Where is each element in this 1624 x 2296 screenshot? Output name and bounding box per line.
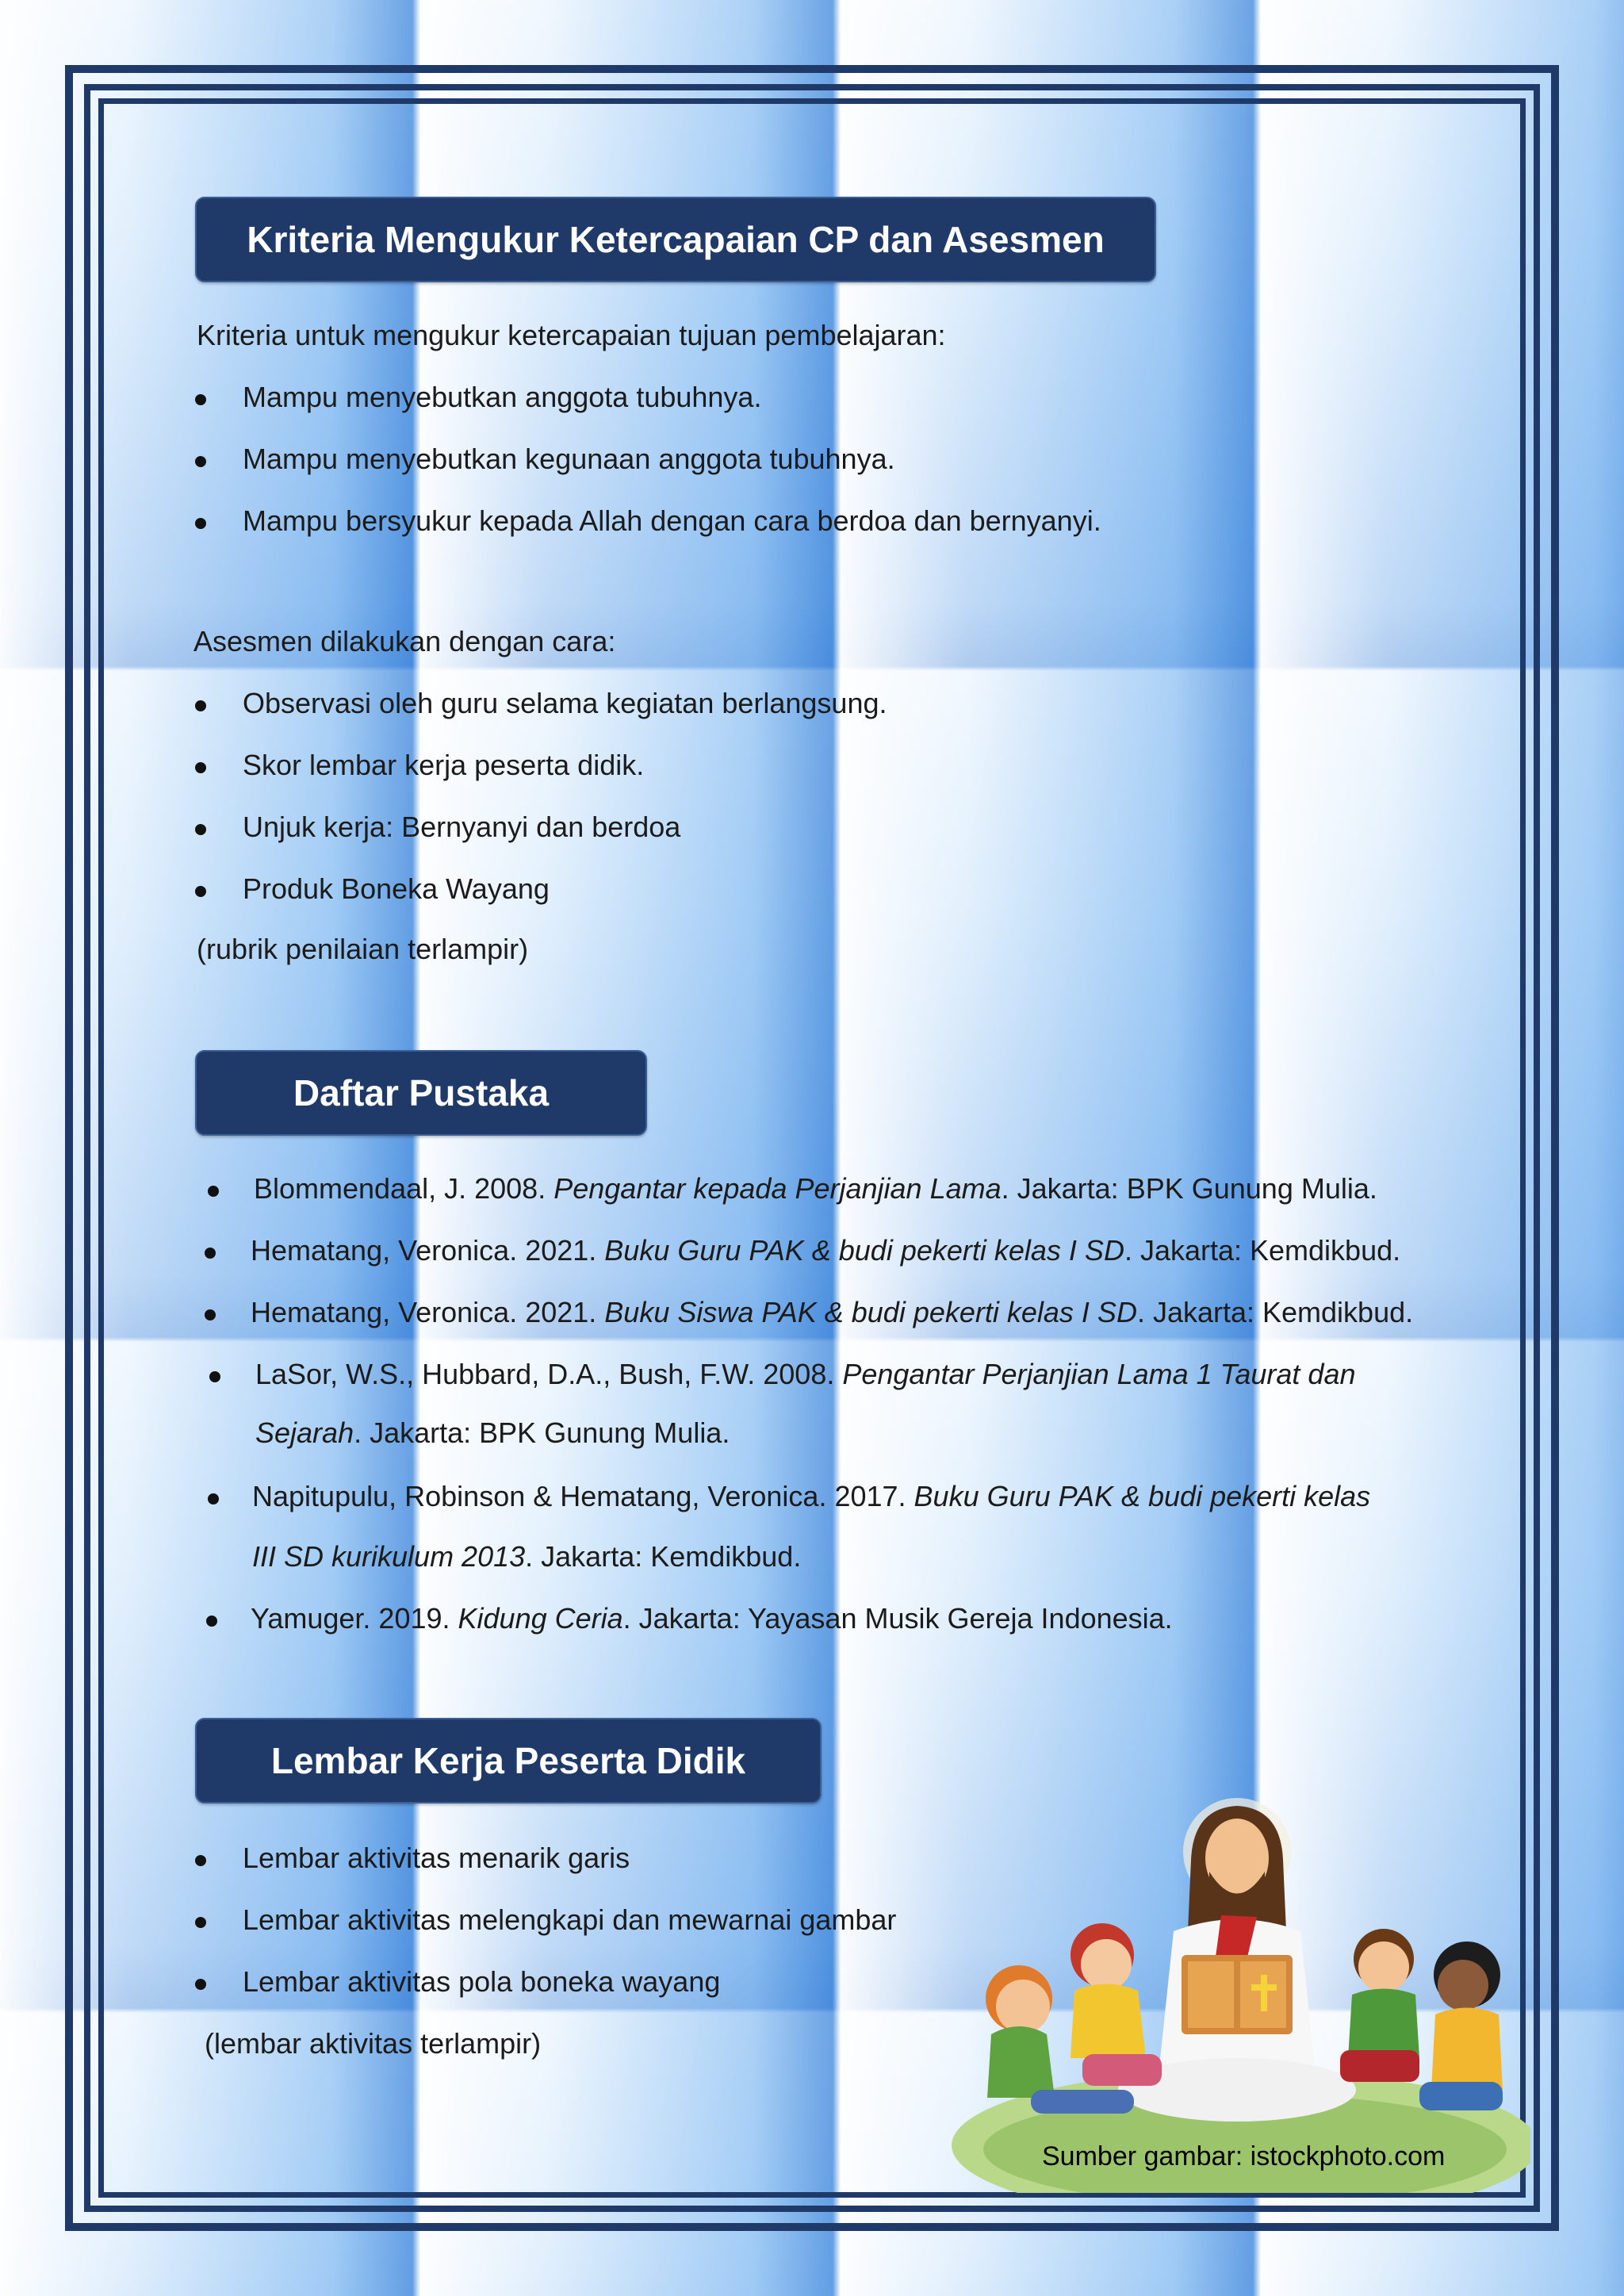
reference-item: Napitupulu, Robinson & Hematang, Veronica. 2017. Buku Guru PAK & budi pekerti kelas bbox=[252, 1480, 1371, 1512]
heading-lkpd: Lembar Kerja Peserta Didik bbox=[195, 1718, 822, 1803]
assessment-item: Produk Boneka Wayang bbox=[243, 872, 550, 905]
criteria-item: Mampu menyebutkan kegunaan anggota tubuhnya. bbox=[243, 443, 895, 475]
worksheet-note: (lembar aktivitas terlampir) bbox=[205, 2027, 542, 2060]
bullet bbox=[205, 1248, 216, 1259]
bullet bbox=[208, 1186, 219, 1197]
jesus-with-children-illustration bbox=[944, 1796, 1530, 2193]
bullet bbox=[195, 886, 206, 897]
bullet bbox=[195, 700, 206, 711]
bullet bbox=[195, 518, 206, 529]
bullet bbox=[195, 456, 206, 467]
reference-item: LaSor, W.S., Hubbard, D.A., Bush, F.W. 2008. Pengantar Perjanjian Lama 1 Taurat dan bbox=[255, 1358, 1356, 1390]
rubric-note: (rubrik penilaian terlampir) bbox=[197, 933, 529, 965]
bullet bbox=[195, 762, 206, 773]
heading-kriteria: Kriteria Mengukur Ketercapaian CP dan Asesmen bbox=[195, 197, 1156, 282]
bullet bbox=[205, 1309, 216, 1320]
criteria-item: Mampu bersyukur kepada Allah dengan cara berdoa dan bernyanyi. bbox=[243, 504, 1101, 537]
reference-item: Yamuger. 2019. Kidung Ceria. Jakarta: Yayasan Musik Gereja Indonesia. bbox=[251, 1602, 1173, 1635]
bullet bbox=[206, 1616, 217, 1627]
reference-item-continued: III SD kurikulum 2013. Jakarta: Kemdikbud. bbox=[252, 1540, 802, 1573]
image-credit: Sumber gambar: istockphoto.com bbox=[1042, 2141, 1446, 2171]
assessment-item: Observasi oleh guru selama kegiatan berlangsung. bbox=[243, 687, 887, 719]
assessment-item: Unjuk kerja: Bernyanyi dan berdoa bbox=[243, 811, 681, 843]
worksheet-item: Lembar aktivitas pola boneka wayang bbox=[243, 1965, 721, 1998]
bullet bbox=[209, 1371, 220, 1382]
bullet bbox=[195, 1979, 206, 1990]
heading-pustaka: Daftar Pustaka bbox=[195, 1050, 647, 1136]
bullet bbox=[195, 1917, 206, 1928]
assessment-intro: Asesmen dilakukan dengan cara: bbox=[193, 625, 616, 657]
reference-item: Hematang, Veronica. 2021. Buku Guru PAK & budi pekerti kelas I SD. Jakarta: Kemdikbud. bbox=[251, 1234, 1401, 1267]
bullet bbox=[195, 394, 206, 405]
bullet bbox=[195, 824, 206, 835]
worksheet-item: Lembar aktivitas melengkapi dan mewarnai gambar bbox=[243, 1903, 897, 1936]
criteria-item: Mampu menyebutkan anggota tubuhnya. bbox=[243, 381, 762, 413]
kriteria-intro: Kriteria untuk mengukur ketercapaian tujuan pembelajaran: bbox=[197, 319, 946, 351]
reference-item: Blommendaal, J. 2008. Pengantar kepada Perjanjian Lama. Jakarta: BPK Gunung Mulia. bbox=[254, 1172, 1377, 1205]
bullet bbox=[195, 1855, 206, 1866]
reference-item: Hematang, Veronica. 2021. Buku Siswa PAK & budi pekerti kelas I SD. Jakarta: Kemdikbud. bbox=[251, 1296, 1414, 1328]
assessment-item: Skor lembar kerja peserta didik. bbox=[243, 749, 645, 781]
worksheet-item: Lembar aktivitas menarik garis bbox=[243, 1842, 630, 1874]
reference-item-continued: Sejarah. Jakarta: BPK Gunung Mulia. bbox=[255, 1416, 730, 1449]
bullet bbox=[208, 1493, 219, 1504]
